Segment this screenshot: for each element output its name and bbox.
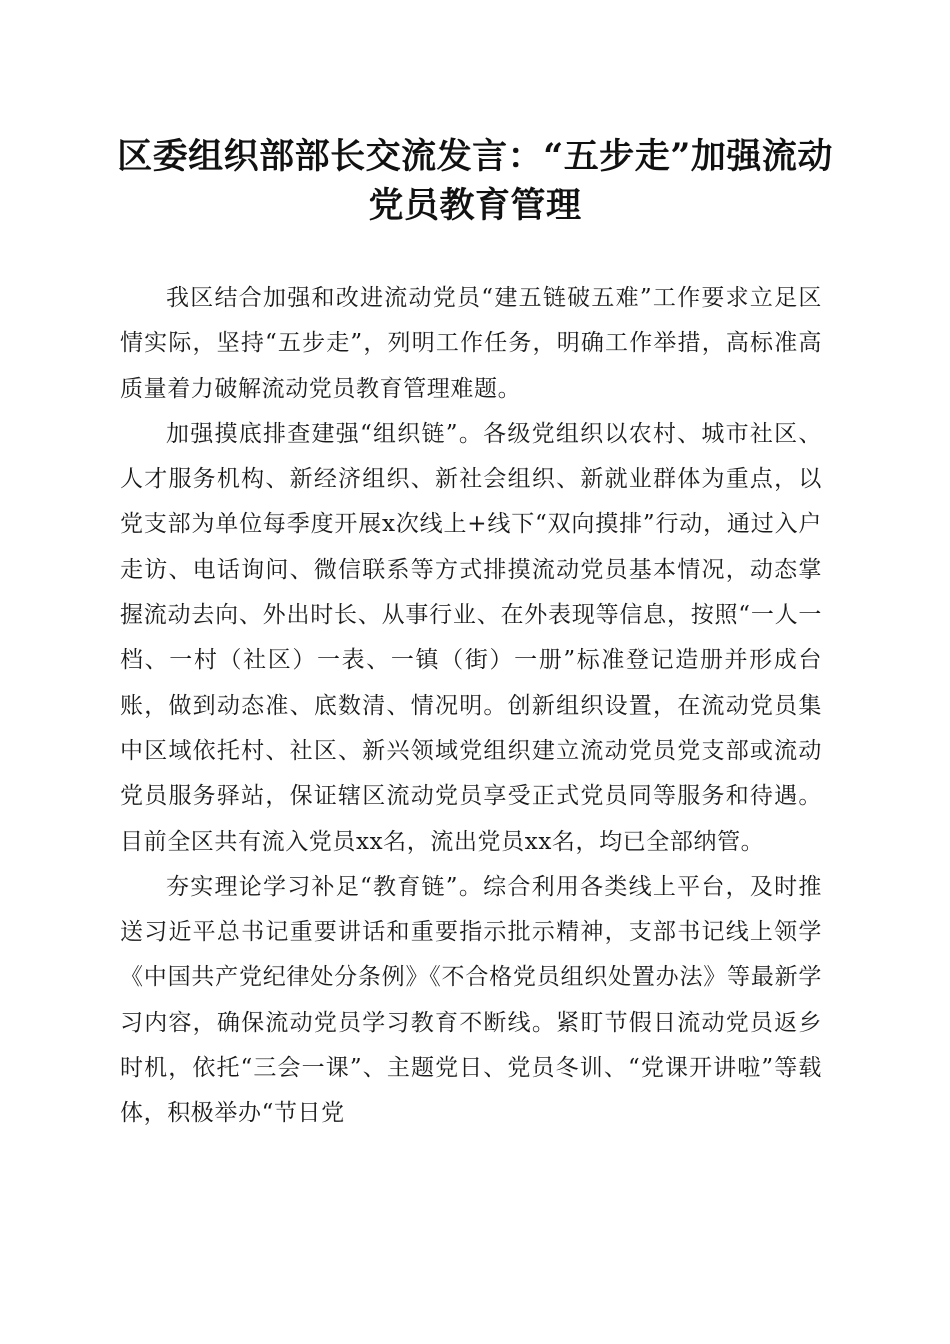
- document-body: [120, 276, 822, 1137]
- paragraph-intro: 我区结合加强和改进流动党员“建五链破五难”工作要求立足区情实际，坚持“五步走”，列明工作任务，明确工作举措，高标准高质量着力破解流动党员教育管理难题。: [120, 285, 822, 402]
- paragraph-education-chain: 夯实理论学习补足“教育链”。综合利用各类线上平台，及时推送习近平总书记重要讲话和重要指示批示精神，支部书记线上领学《中国共产党纪律处分条例》《不合格党员组织处置办法》等最新学习内容，确保流动党员学习教育不断线。紧盯节假日流动党员返乡时机，依托“三会一课”、主题党日、党员冬训、“党课开讲啦”等载体，积极举办“节日党: [120, 873, 822, 1127]
- document-title: 区委组织部部长交流发言：“五步走”加强流动党员教育管理: [117, 136, 833, 226]
- paragraph-organization-chain: 加强摸底排查建强“组织链”。各级党组织以农村、城市社区、人才服务机构、新经济组织、新社会组织、新就业群体为重点，以党支部为单位每季度开展x次线上+线下“双向摸排”行动，通过入户走访、电话询问、微信联系等方式排摸流动党员基本情况，动态掌握流动去向、外出时长、从事行业、在外表现等信息，按照“一人一档、一村（社区）一表、一镇（街）一册”标准登记造册并形成台账，做到动态准、底数清、情况明。创新组织设置，在流动党员集中区域依托村、社区、新兴领域党组织建立流动党员党支部或流动党员服务驿站，保证辖区流动党员享受正式党员同等服务和待遇。目前全区共有流入党员xx名，流出党员xx名，均已全部纳管。: [120, 420, 822, 855]
